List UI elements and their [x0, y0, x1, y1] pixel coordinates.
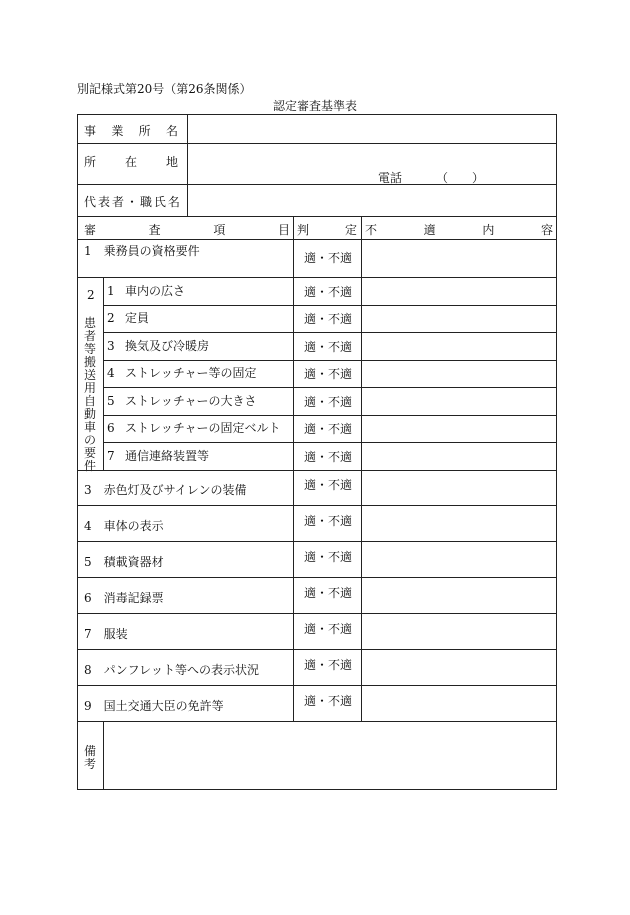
judgment-text[interactable]: 適・不適: [304, 514, 353, 528]
item-label: 5 積載資器材: [84, 555, 164, 569]
subitem-label: 定員: [125, 311, 150, 326]
phone-parens: （ ）: [436, 171, 485, 185]
item-label: 3 赤色灯及びサイレンの装備: [84, 483, 247, 498]
subitem-number: 1: [107, 283, 115, 298]
subitem-label: ストレッチャーの大きさ: [125, 393, 257, 408]
row-divider: [78, 649, 556, 650]
criteria-table: [77, 114, 557, 790]
info-label-divider: [187, 115, 188, 216]
item-label: 6 消毒記録票: [84, 591, 164, 605]
info-label: 所 在 地: [84, 154, 178, 169]
row-divider: [78, 721, 556, 722]
info-row-divider: [78, 184, 556, 185]
judgment-text[interactable]: 適・不適: [304, 478, 353, 493]
info-row-divider: [78, 143, 556, 144]
subitem-number: 2: [107, 311, 115, 326]
subitem-number: 3: [107, 338, 115, 353]
group-number: 2: [87, 288, 95, 302]
subitem-number: 4: [107, 366, 115, 381]
column-header-judgment: 判 定: [297, 223, 357, 237]
subrow-divider: [103, 305, 556, 306]
info-row-divider: [78, 216, 556, 217]
info-label: 代 表 者 ・ 職 氏 名: [84, 195, 180, 209]
column-header-nonconformity: 不 適 内 容: [365, 223, 553, 237]
column-header-item: 審 査 項 目: [84, 223, 290, 237]
subrow-divider: [103, 360, 556, 361]
remarks-divider: [103, 721, 104, 789]
judgment-text[interactable]: 適・不適: [304, 284, 353, 299]
judgment-text[interactable]: 適・不適: [304, 339, 353, 354]
judgment-text[interactable]: 適・不適: [304, 251, 353, 265]
subrow-divider: [103, 387, 556, 388]
subitem-label: ストレッチャー等の固定: [125, 366, 257, 381]
judgment-text[interactable]: 適・不適: [304, 367, 353, 382]
judgment-text[interactable]: 適・不適: [304, 394, 353, 409]
info-label: 事 業 所 名: [84, 124, 178, 138]
judgment-text[interactable]: 適・不適: [304, 449, 353, 464]
judgment-text[interactable]: 適・不適: [304, 586, 353, 600]
column-header-divider: [78, 239, 556, 240]
subitem-label: ストレッチャーの固定ベルト: [125, 421, 281, 436]
subrow-divider: [103, 415, 556, 416]
judgment-text[interactable]: 適・不適: [304, 658, 353, 672]
row-divider: [78, 505, 556, 506]
item-label: 9 国土交通大臣の免許等: [84, 699, 224, 713]
group-vertical-label: 患 者 等 搬 送 用 自 動 車 の 要 件: [83, 316, 96, 473]
judgment-text[interactable]: 適・不適: [304, 622, 353, 636]
phone-label: 電話: [378, 171, 403, 185]
form-title: 認定審査基準表: [272, 99, 357, 113]
subitem-number: 5: [107, 393, 115, 408]
subitem-label: 通信連絡装置等: [125, 448, 210, 463]
item-label: 8 パンフレット等への表示状況: [84, 663, 260, 677]
row-divider: [78, 685, 556, 686]
item-label: 1 乗務員の資格要件: [84, 244, 200, 258]
subitem-label: 車内の広さ: [125, 283, 186, 298]
subrow-divider: [103, 442, 556, 443]
judgment-text[interactable]: 適・不適: [304, 422, 353, 437]
subitem-number: 6: [107, 421, 115, 436]
remarks-label: 備 考: [83, 744, 96, 771]
subrow-divider: [103, 332, 556, 333]
nonconformity-col-left: [361, 216, 362, 721]
subitem-number: 7: [107, 448, 115, 463]
row-divider: [78, 470, 556, 471]
row-divider: [78, 277, 556, 278]
judgment-text[interactable]: 適・不適: [304, 550, 353, 564]
row-divider: [78, 541, 556, 542]
judgment-col-left: [293, 216, 294, 721]
row-divider: [78, 577, 556, 578]
subitem-label: 換気及び冷暖房: [125, 338, 210, 353]
judgment-text[interactable]: 適・不適: [304, 694, 353, 708]
row-divider: [78, 613, 556, 614]
group-label-divider: [103, 277, 104, 470]
item-label: 4 車体の表示: [84, 519, 164, 533]
item-label: 7 服装: [84, 627, 128, 641]
judgment-text[interactable]: 適・不適: [304, 312, 353, 327]
form-caption: 別記様式第20号（第26条関係）: [77, 82, 252, 96]
